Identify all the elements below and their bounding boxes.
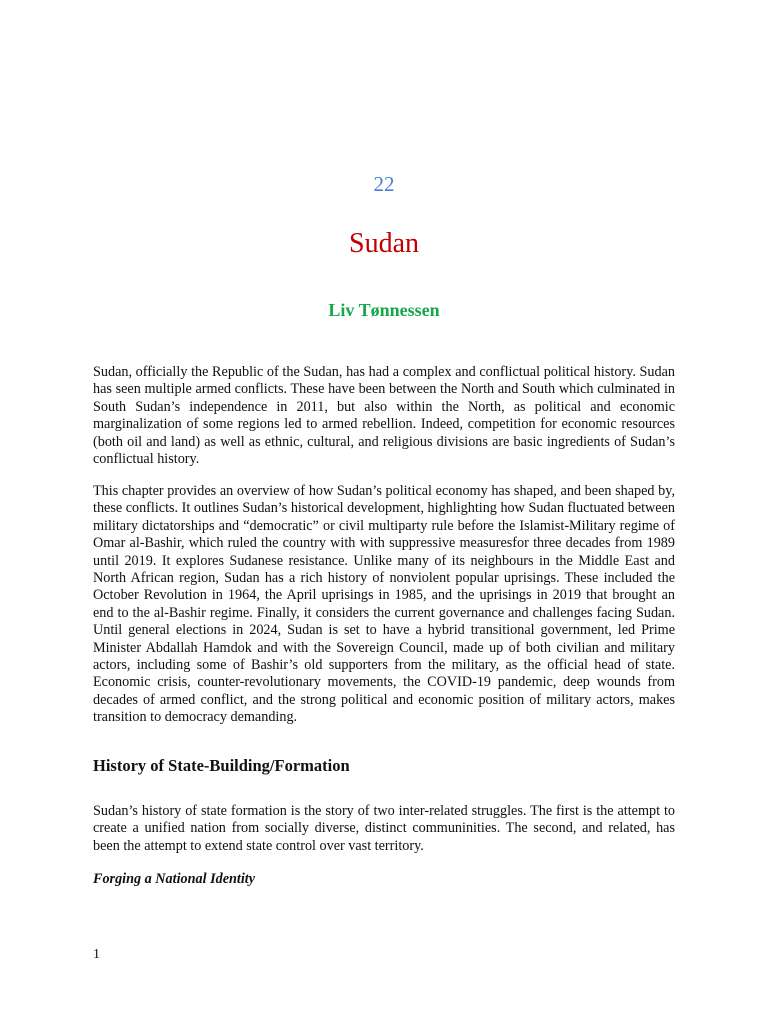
- chapter-title: Sudan: [349, 228, 419, 259]
- section-paragraph-1: Sudan’s history of state formation is the story of two inter-related struggles. The first is the attempt to create a unified nation from socially diverse, distinct communinities. The second, and related, has been the attempt to extend state control over vast territory.: [93, 803, 675, 854]
- intro-paragraph-2: This chapter provides an overview of how Sudan’s political economy has shaped, and been shaped by, these conflicts. It outlines Sudan’s historical development, highlighting how Sudan fluctuated between military dictatorships and “democratic” or civil multiparty rule before the Islamist-Military regime of Omar al-Bashir, which ruled the country with with suppressive measuresfor three decades from 1989 until 2019. It explores Sudanese resistance. Unlike many of its neighbours in the Middle East and North African region, Sudan has a rich history of nonviolent popular uprisings. These included the October Revolution in 1964, the April uprisings in 1985, and the uprisings in 2019 that brought an end to the al-Bashir regime. Finally, it considers the current governance and challenges facing Sudan. Until general elections in 2024, Sudan is set to have a hybrid transitional government, led Prime Minister Abdallah Hamdok and with the Sovereign Council, made up of both civilian and military actors, including some of Bashir’s old supporters from the military, as the official head of state. Economic crisis, counter-revolutionary movements, the COVID-19 pandemic, deep wounds from decades of armed conflict, and the strong political and economic position of military actors, makes transition to democracy demanding.: [93, 483, 675, 726]
- section-heading: History of State-Building/Formation: [93, 756, 350, 775]
- page-number: 1: [93, 947, 100, 962]
- intro-paragraph-1: Sudan, officially the Republic of the Sudan, has had a complex and conflictual political history. Sudan has seen multiple armed conflicts. These have been between the North and South which culminated in South Sudan’s independence in 2011, but also within the North, as political and economic marginalization of some regions led to armed rebellion. Indeed, competition for economic resources (both oil and land) as well as ethnic, cultural, and religious divisions are basic ingredients of Sudan’s conflictual history.: [93, 364, 675, 468]
- chapter-number: 22: [373, 172, 395, 196]
- subsection-heading: Forging a National Identity: [93, 871, 255, 887]
- chapter-author: Liv Tønnessen: [328, 300, 440, 320]
